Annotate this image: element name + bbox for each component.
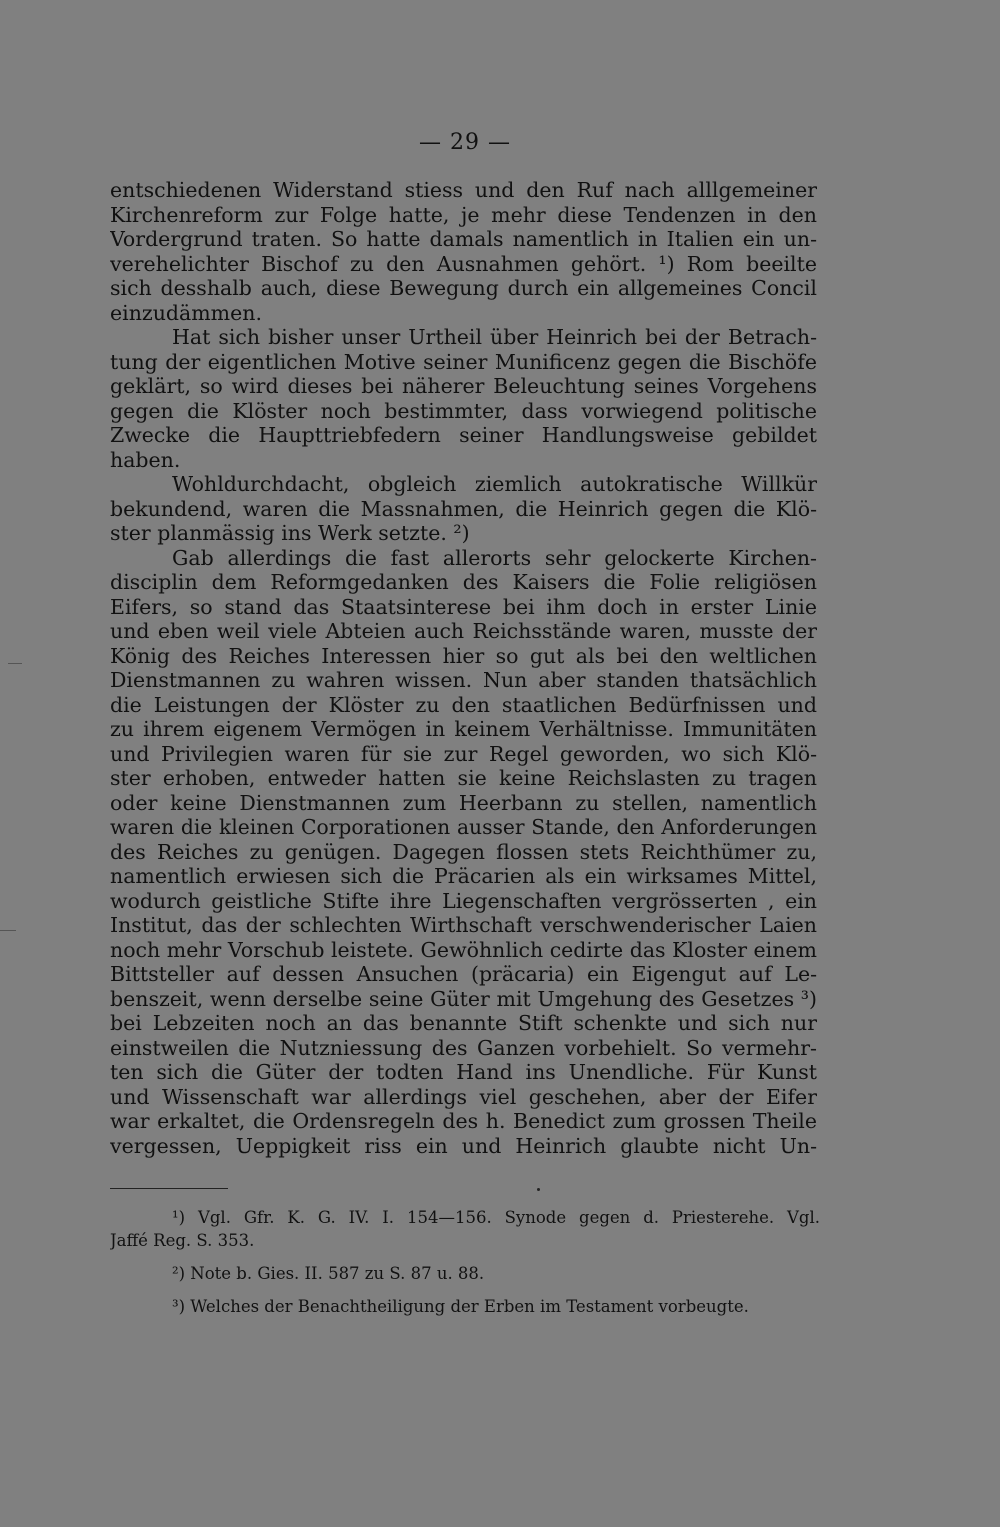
body-line: Vordergrund traten. So hatte damals namentlich in Italien ein un-	[110, 227, 817, 251]
body-line: verehelichter Bischof zu den Ausnahmen gehört. ¹) Rom beeilte	[110, 251, 817, 276]
body-line: namentlich erwiesen sich die Präcarien als ein wirksames Mittel,	[110, 864, 817, 888]
body-line: entschiedenen Widerstand stiess und den Ruf nach alllgemeiner	[110, 178, 817, 202]
body-line: geklärt, so wird dieses bei näherer Beleuchtung seines Vorgehens	[110, 374, 817, 398]
body-line: benszeit, wenn derselbe seine Güter mit Umgehung des Gesetzes ³)	[110, 986, 817, 1011]
body-line: haben.	[110, 447, 181, 472]
body-line: ster planmässig ins Werk setzte. ²)	[110, 521, 470, 545]
footnote-spacer	[110, 1285, 820, 1295]
body-line: Eifers, so stand das Staatsinterese bei ihm doch in erster Linie	[110, 594, 817, 619]
page-number: — 29 —	[419, 130, 511, 155]
body-line: Bittsteller auf dessen Ansuchen (präcaria) ein Eigengut auf Le-	[110, 962, 817, 986]
footnote-separator	[110, 1188, 228, 1189]
body-text	[110, 178, 817, 1158]
footnote-spacer	[110, 1252, 820, 1262]
body-line: bei Lebzeiten noch an das benannte Stift schenkte und sich nur	[110, 1011, 817, 1035]
body-line: waren die kleinen Corporationen ausser Stande, den Anforderungen	[110, 815, 817, 839]
body-line: gegen die Klöster noch bestimmter, dass vorwiegend politische	[110, 398, 817, 423]
body-line: vergessen, Ueppigkeit riss ein und Heinrich glaubte nicht Un-	[110, 1133, 817, 1158]
footnote-1-line-2: Jaffé Reg. S. 353.	[110, 1231, 255, 1250]
body-line: disciplin dem Reformgedanken des Kaisers die Folie religiösen	[110, 570, 817, 594]
body-line: und eben weil viele Abteien auch Reichsstände waren, musste der	[110, 619, 817, 643]
body-line: und Wissenschaft war allerdings viel geschehen, aber der Eifer	[110, 1084, 817, 1109]
body-line: tung der eigentlichen Motive seiner Munificenz gegen die Bischöfe	[110, 349, 817, 374]
footnote-3: ³) Welches der Benachtheiligung der Erben im Testament vorbeugte.	[172, 1297, 749, 1316]
body-line: einstweilen die Nutzniessung des Ganzen vorbehielt. So vermehr-	[110, 1035, 817, 1060]
body-line: war erkaltet, die Ordensregeln des h. Benedict zum grossen Theile	[110, 1109, 817, 1133]
footnote-2: ²) Note b. Gies. II. 587 zu S. 87 u. 88.	[172, 1264, 485, 1283]
footnote-1-line-1: ¹) Vgl. Gfr. K. G. IV. I. 154—156. Synode gegen d. Priesterehe. Vgl.	[172, 1208, 820, 1227]
footnote-dot-mark	[537, 1188, 540, 1191]
body-line: ster erhoben, entweder hatten sie keine Reichslasten zu tragen	[110, 766, 817, 790]
body-line: Dienstmannen zu wahren wissen. Nun aber standen thatsächlich	[110, 668, 817, 692]
body-line: König des Reiches Interessen hier so gut als bei den weltlichen	[110, 643, 817, 668]
body-line: wodurch geistliche Stifte ihre Liegenschaften vergrösserten , ein	[110, 888, 817, 913]
body-line: Kirchenreform zur Folge hatte, je mehr diese Tendenzen in den	[110, 202, 817, 227]
body-line: und Privilegien waren für sie zur Regel geworden, wo sich Klö-	[110, 741, 817, 766]
body-line: Zwecke die Haupttriebfedern seiner Handlungsweise gebildet	[110, 423, 817, 447]
body-line: einzudämmen.	[110, 300, 262, 325]
body-line: Wohldurchdacht, obgleich ziemlich autokratische Willkür	[172, 472, 817, 496]
body-line: bekundend, waren die Massnahmen, die Heinrich gegen die Klö-	[110, 496, 817, 521]
body-line: Gab allerdings die fast allerorts sehr gelockerte Kirchen-	[172, 545, 817, 570]
body-line: Hat sich bisher unser Urtheil über Heinrich bei der Betrach-	[172, 325, 817, 349]
footnotes	[110, 1206, 820, 1318]
body-line: sich desshalb auch, diese Bewegung durch ein allgemeines Concil	[110, 276, 817, 300]
body-line: oder keine Dienstmannen zum Heerbann zu stellen, namentlich	[110, 790, 817, 815]
body-line: des Reiches zu genügen. Dagegen flossen stets Reichthümer zu,	[110, 839, 817, 864]
body-line: die Leistungen der Klöster zu den staatlichen Bedürfnissen und	[110, 692, 817, 717]
body-line: zu ihrem eigenem Vermögen in keinem Verhältnisse. Immunitäten	[110, 717, 817, 741]
body-line: Institut, das der schlechten Wirthschaft verschwenderischer Laien	[110, 913, 817, 937]
margin-scan-mark	[8, 663, 22, 664]
body-line: noch mehr Vorschub leistete. Gewöhnlich cedirte das Kloster einem	[110, 937, 817, 962]
body-line: ten sich die Güter der todten Hand ins Unendliche. Für Kunst	[110, 1060, 817, 1084]
margin-scan-mark	[0, 930, 16, 931]
